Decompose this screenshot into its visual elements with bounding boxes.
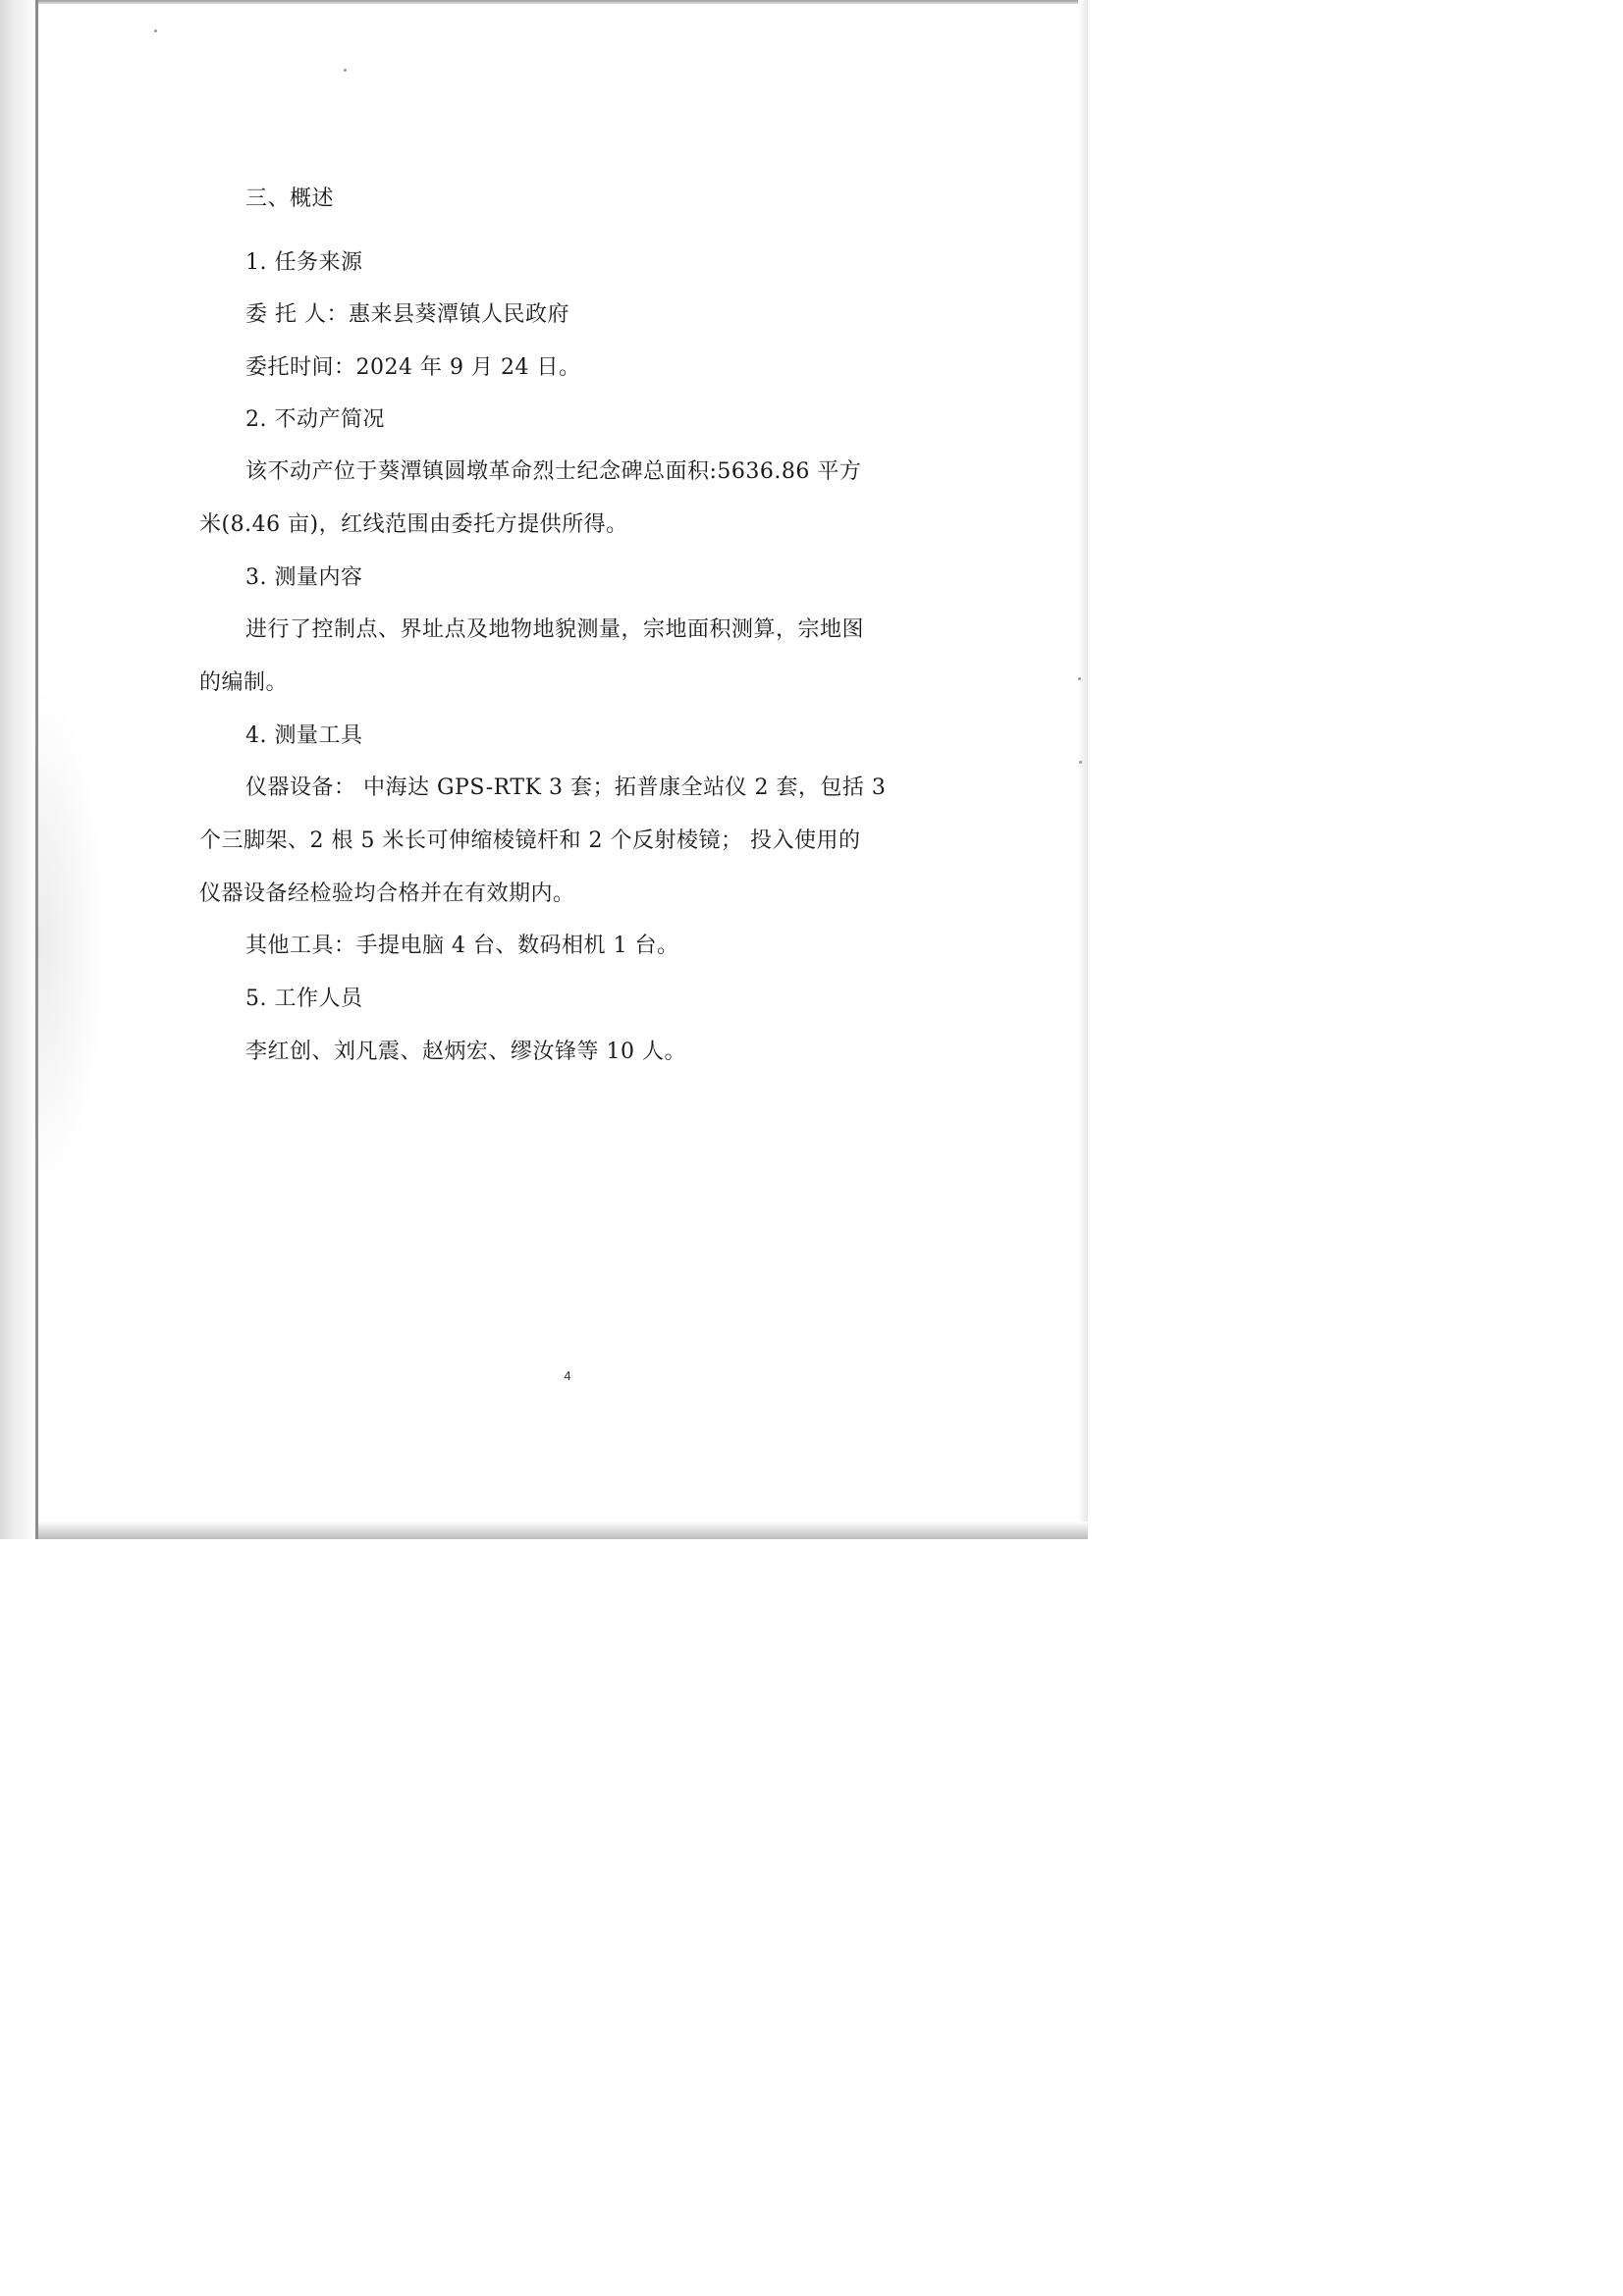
scan-left-edge bbox=[0, 0, 35, 1539]
item-heading-staff: 5. 工作人员 bbox=[245, 987, 363, 1011]
equipment-line-3: 仪器设备经检验均合格并在有效期内。 bbox=[199, 881, 575, 906]
scan-bottom-edge bbox=[38, 1522, 1088, 1539]
other-tools-line: 其他工具：手提电脑 4 台、数码相机 1 台。 bbox=[245, 934, 679, 958]
scan-speck bbox=[1078, 677, 1081, 680]
client-line: 委 托 人：惠来县葵潭镇人民政府 bbox=[245, 302, 569, 327]
scan-top-edge bbox=[38, 0, 1088, 4]
item-heading-survey-content: 3. 测量内容 bbox=[245, 565, 363, 590]
property-line-1: 该不动产位于葵潭镇圆墩革命烈士纪念碑总面积:5636.86 平方 bbox=[245, 459, 862, 484]
equipment-line-2: 个三脚架、2 根 5 米长可伸缩棱镜杆和 2 个反射棱镜； 投入使用的 bbox=[199, 828, 861, 853]
item-heading-survey-tools: 4. 测量工具 bbox=[245, 723, 363, 748]
staff-line: 李红创、刘凡震、赵炳宏、缪汝锋等 10 人。 bbox=[245, 1040, 686, 1064]
scan-speck bbox=[154, 29, 157, 32]
scan-speck bbox=[1079, 761, 1082, 764]
survey-content-line-1: 进行了控制点、界址点及地物地貌测量，宗地面积测算，宗地图 bbox=[245, 617, 865, 642]
commission-date-line: 委托时间：2024 年 9 月 24 日。 bbox=[245, 355, 581, 380]
equipment-line-1: 仪器设备： 中海达 GPS-RTK 3 套；拓普康全站仪 2 套，包括 3 bbox=[245, 775, 887, 800]
property-line-2: 米(8.46 亩)，红线范围由委托方提供所得。 bbox=[199, 512, 628, 537]
scan-speck bbox=[344, 69, 347, 72]
item-heading-task-source: 1. 任务来源 bbox=[245, 250, 363, 275]
scan-shadow bbox=[38, 687, 107, 1198]
survey-content-line-2: 的编制。 bbox=[199, 670, 289, 695]
page-number: 4 bbox=[564, 1368, 571, 1383]
item-heading-property-overview: 2. 不动产简况 bbox=[245, 407, 385, 432]
section-heading: 三、概述 bbox=[245, 187, 335, 211]
scan-right-edge bbox=[1078, 0, 1088, 1539]
